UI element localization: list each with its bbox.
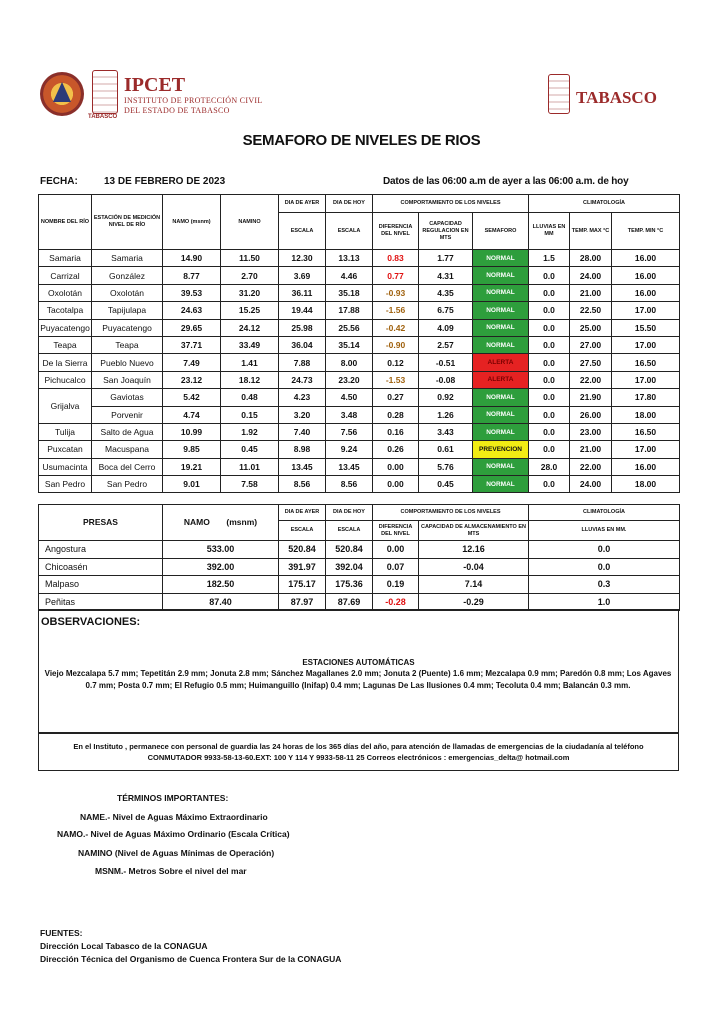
- rio-escala-hoy: 35.18: [326, 284, 373, 301]
- rio-diferencia: 0.77: [373, 267, 419, 284]
- rio-escala-hoy: 17.88: [326, 302, 373, 319]
- rio-escala-ayer: 7.40: [279, 423, 326, 440]
- rio-namo: 9.85: [163, 441, 221, 458]
- termino-namo: NAMO.- Nivel de Aguas Máximo Ordinario (Escala Crítica): [57, 829, 290, 839]
- rio-lluvias: 0.0: [529, 389, 570, 406]
- rio-diferencia: -0.90: [373, 336, 419, 353]
- instituto-line2: CONMUTADOR 9933-58-13-60.EXT: 100 Y 114 Y 9933-58-11 25 Correos electrónicos : emergencias_delta@ hotmail.com: [147, 753, 570, 762]
- th-p-escala-hoy: ESCALA: [326, 521, 373, 541]
- rio-namo: 29.65: [163, 319, 221, 336]
- th-dia-ayer: DIA DE AYER: [279, 195, 326, 213]
- rio-temp-max: 27.00: [570, 336, 612, 353]
- instituto-line1: En el Instituto , permanece con personal de guardia las 24 horas de los 365 días del año, para atención de llamadas de emergencias de la ciudadanía al teléfono: [73, 742, 644, 751]
- seal-label: TABASCO: [88, 114, 118, 120]
- rio-namino: 2.70: [221, 267, 279, 284]
- rio-escala-hoy: 23.20: [326, 371, 373, 388]
- rio-escala-hoy: 35.14: [326, 336, 373, 353]
- rio-escala-ayer: 3.69: [279, 267, 326, 284]
- rio-estacion: Samaria: [92, 250, 163, 267]
- rio-lluvias: 0.0: [529, 406, 570, 423]
- rio-escala-ayer: 24.73: [279, 371, 326, 388]
- rio-estacion: González: [92, 267, 163, 284]
- fecha-value: 13 DE FEBRERO DE 2023: [104, 176, 226, 187]
- rio-diferencia: 0.16: [373, 423, 419, 440]
- th-p-climatologia: CLIMATOLOGÍA: [529, 505, 680, 521]
- rio-namo: 7.49: [163, 354, 221, 371]
- rio-row: [39, 371, 680, 388]
- rio-namo: 8.77: [163, 267, 221, 284]
- presa-escala-ayer: 87.97: [279, 593, 326, 611]
- rio-row: [39, 423, 680, 440]
- th-nombre: NOMBRE DEL RÍO: [39, 195, 92, 250]
- rio-name: Puxcatan: [39, 441, 92, 458]
- rio-namo: 10.99: [163, 423, 221, 440]
- rio-diferencia: 0.00: [373, 476, 419, 493]
- rio-namino: 11.50: [221, 250, 279, 267]
- rio-estacion: Porvenir: [92, 406, 163, 423]
- rio-diferencia: 0.00: [373, 458, 419, 475]
- presa-diferencia: 0.19: [373, 576, 419, 594]
- rio-name: De la Sierra: [39, 354, 92, 371]
- presa-capacidad: 7.14: [419, 576, 529, 594]
- rio-estacion: San Pedro: [92, 476, 163, 493]
- rio-temp-min: 18.00: [612, 406, 680, 423]
- presa-capacidad: 12.16: [419, 541, 529, 559]
- rio-namo: 39.53: [163, 284, 221, 301]
- rio-diferencia: 0.26: [373, 441, 419, 458]
- rio-lluvias: 0.0: [529, 354, 570, 371]
- presa-capacidad: -0.04: [419, 558, 529, 576]
- rio-diferencia: -1.53: [373, 371, 419, 388]
- rio-estacion: Puyacatengo: [92, 319, 163, 336]
- th-namino: NAMINO: [221, 195, 279, 250]
- rios-table: [38, 194, 680, 493]
- th-temp-min: TEMP. MIN °C: [612, 213, 680, 250]
- rio-estacion: Boca del Cerro: [92, 458, 163, 475]
- rio-temp-max: 23.00: [570, 423, 612, 440]
- rio-row: [39, 319, 680, 336]
- rio-name: Tacotalpa: [39, 302, 92, 319]
- presas-table: [38, 504, 680, 611]
- rio-escala-hoy: 8.00: [326, 354, 373, 371]
- rio-name: Samaria: [39, 250, 92, 267]
- th-p-comportamiento: COMPORTAMIENTO DE LOS NIVELES: [373, 505, 529, 521]
- rio-capacidad: 4.09: [419, 319, 473, 336]
- rio-namo: 9.01: [163, 476, 221, 493]
- rio-semaforo: NORMAL: [473, 250, 529, 267]
- rio-escala-ayer: 36.04: [279, 336, 326, 353]
- rio-lluvias: 1.5: [529, 250, 570, 267]
- rio-namino: 0.15: [221, 406, 279, 423]
- rio-semaforo: NORMAL: [473, 423, 529, 440]
- rio-temp-max: 22.00: [570, 458, 612, 475]
- termino-name: NAME.- Nivel de Aguas Máximo Extraordinario: [80, 812, 268, 822]
- fuente-1: Dirección Local Tabasco de la CONAGUA: [40, 941, 208, 951]
- page-title: SEMAFORO DE NIVELES DE RIOS: [242, 132, 481, 149]
- presa-escala-ayer: 520.84: [279, 541, 326, 559]
- rio-semaforo: NORMAL: [473, 284, 529, 301]
- rio-lluvias: 0.0: [529, 336, 570, 353]
- estaciones-text: Viejo Mezcalapa 5.7 mm; Tepetitán 2.9 mm; Jonuta 2.8 mm; Sánchez Magallanes 2.0 mm; Jonuta 2 (Puente) 1.6 mm; Mezcalapa 0.9 mm; Paredón 0.8 mm; Los Agaves 0.7 mm; Posta 0.7 mm; El Refugio 0.5 mm; Huimanguillo (Inifap) 0.4 mm; Lagunas De Las Ilusiones 0.4 mm; Tecoluta 0.4 mm; Balancán 0.3 mm.: [44, 669, 672, 690]
- estaciones-title: ESTACIONES AUTOMÁTICAS: [302, 658, 415, 667]
- rio-estacion: Teapa: [92, 336, 163, 353]
- presa-capacidad: -0.29: [419, 593, 529, 611]
- presa-lluvias: 0.3: [529, 576, 680, 594]
- rio-estacion: Tapijulapa: [92, 302, 163, 319]
- rio-capacidad: 0.45: [419, 476, 473, 493]
- presa-namo: 392.00: [163, 558, 279, 576]
- rio-temp-min: 16.50: [612, 354, 680, 371]
- th-semaforo: SEMAFORO: [473, 213, 529, 250]
- presa-escala-hoy: 392.04: [326, 558, 373, 576]
- rio-escala-ayer: 8.98: [279, 441, 326, 458]
- presa-escala-hoy: 87.69: [326, 593, 373, 611]
- th-dia-hoy: DIA DE HOY: [326, 195, 373, 213]
- fecha-label: FECHA:: [40, 176, 78, 187]
- rio-escala-hoy: 4.46: [326, 267, 373, 284]
- rio-temp-min: 15.50: [612, 319, 680, 336]
- termino-msnm: MSNM.- Metros Sobre el nivel del mar: [95, 866, 247, 876]
- rio-row: [39, 250, 680, 267]
- rio-namino: 18.12: [221, 371, 279, 388]
- th-temp-max: TEMP. MAX °C: [570, 213, 612, 250]
- rio-row: [39, 354, 680, 371]
- terminos-title: TÉRMINOS IMPORTANTES:: [117, 793, 229, 803]
- fuentes-title: FUENTES:: [40, 928, 83, 938]
- th-diferencia: DIFERENCIA DEL NIVEL: [373, 213, 419, 250]
- rio-escala-ayer: 4.23: [279, 389, 326, 406]
- presa-row: [39, 541, 680, 559]
- presa-row: [39, 558, 680, 576]
- rio-capacidad: 0.92: [419, 389, 473, 406]
- presa-name: Chicoasén: [39, 558, 163, 576]
- rio-namino: 31.20: [221, 284, 279, 301]
- presa-escala-hoy: 520.84: [326, 541, 373, 559]
- rio-semaforo: NORMAL: [473, 302, 529, 319]
- rio-capacidad: 1.26: [419, 406, 473, 423]
- rio-namino: 24.12: [221, 319, 279, 336]
- rio-capacidad: 2.57: [419, 336, 473, 353]
- rio-row: [39, 476, 680, 493]
- rio-estacion: Gaviotas: [92, 389, 163, 406]
- rio-escala-hoy: 3.48: [326, 406, 373, 423]
- presa-diferencia: -0.28: [373, 593, 419, 611]
- rio-row: [39, 302, 680, 319]
- rio-capacidad: -0.51: [419, 354, 473, 371]
- th-escala-hoy: ESCALA: [326, 213, 373, 250]
- rio-diferencia: -1.56: [373, 302, 419, 319]
- rio-escala-hoy: 7.56: [326, 423, 373, 440]
- rio-temp-min: 16.00: [612, 458, 680, 475]
- rio-capacidad: 3.43: [419, 423, 473, 440]
- rio-lluvias: 0.0: [529, 423, 570, 440]
- rio-temp-max: 24.00: [570, 267, 612, 284]
- rio-temp-min: 16.50: [612, 423, 680, 440]
- th-p-diferencia: DIFERENCIA DEL NIVEL: [373, 521, 419, 541]
- rio-name: Usumacinta: [39, 458, 92, 475]
- rio-escala-hoy: 13.13: [326, 250, 373, 267]
- presa-row: [39, 593, 680, 611]
- rio-temp-min: 16.00: [612, 250, 680, 267]
- rio-row: [39, 389, 680, 406]
- rio-name: Puyacatengo: [39, 319, 92, 336]
- rios-body: [39, 250, 680, 493]
- rio-diferencia: -0.93: [373, 284, 419, 301]
- rio-temp-min: 17.80: [612, 389, 680, 406]
- presa-name: Malpaso: [39, 576, 163, 594]
- rio-temp-max: 25.00: [570, 319, 612, 336]
- rio-temp-min: 16.00: [612, 267, 680, 284]
- rio-row: [39, 441, 680, 458]
- rio-name: Pichucalco: [39, 371, 92, 388]
- tabasco-logo-text: TABASCO: [576, 88, 657, 107]
- presa-escala-ayer: 391.97: [279, 558, 326, 576]
- rio-escala-hoy: 4.50: [326, 389, 373, 406]
- rio-temp-min: 17.00: [612, 336, 680, 353]
- rio-semaforo: NORMAL: [473, 336, 529, 353]
- fuente-2: Dirección Técnica del Organismo de Cuenca Frontera Sur de la CONAGUA: [40, 954, 342, 964]
- rio-estacion: San Joaquín: [92, 371, 163, 388]
- rio-namino: 0.48: [221, 389, 279, 406]
- rio-temp-max: 27.50: [570, 354, 612, 371]
- rio-temp-max: 26.00: [570, 406, 612, 423]
- rio-row: [39, 336, 680, 353]
- rio-estacion: Salto de Agua: [92, 423, 163, 440]
- presa-diferencia: 0.00: [373, 541, 419, 559]
- tabasco-logo-icon: [548, 74, 570, 114]
- rio-escala-ayer: 12.30: [279, 250, 326, 267]
- presa-namo: 182.50: [163, 576, 279, 594]
- presa-lluvias: 1.0: [529, 593, 680, 611]
- th-presas-namo: NAMO (msnm): [163, 505, 279, 541]
- rio-row: [39, 267, 680, 284]
- th-estacion: ESTACIÓN DE MEDICIÓN NIVEL DE RÍO: [92, 195, 163, 250]
- presas-body: [39, 541, 680, 611]
- th-capacidad: CAPACIDAD REGULACION EN MTS: [419, 213, 473, 250]
- brand-title: IPCET: [124, 74, 186, 96]
- th-presas: PRESAS: [39, 505, 163, 541]
- rio-name: Oxolotán: [39, 284, 92, 301]
- presa-name: Angostura: [39, 541, 163, 559]
- rio-semaforo: NORMAL: [473, 458, 529, 475]
- th-climatologia: CLIMATOLOGÍA: [529, 195, 680, 213]
- rio-escala-hoy: 8.56: [326, 476, 373, 493]
- rio-semaforo: ALERTA: [473, 371, 529, 388]
- rio-namino: 11.01: [221, 458, 279, 475]
- rio-namino: 1.92: [221, 423, 279, 440]
- rio-temp-max: 21.90: [570, 389, 612, 406]
- rio-escala-ayer: 19.44: [279, 302, 326, 319]
- rio-capacidad: 4.31: [419, 267, 473, 284]
- th-comportamiento: COMPORTAMIENTO DE LOS NIVELES: [373, 195, 529, 213]
- rio-temp-max: 21.00: [570, 441, 612, 458]
- rio-namino: 1.41: [221, 354, 279, 371]
- ipcet-seal-logo: [40, 72, 84, 116]
- rio-escala-ayer: 7.88: [279, 354, 326, 371]
- rio-escala-ayer: 36.11: [279, 284, 326, 301]
- termino-namino: NAMINO (Nivel de Aguas Mínimas de Operación): [78, 848, 275, 858]
- rio-row: [39, 406, 680, 423]
- rio-name: Tulija: [39, 423, 92, 440]
- presa-namo: 533.00: [163, 541, 279, 559]
- th-p-dia-ayer: DIA DE AYER: [279, 505, 326, 521]
- rio-estacion: Pueblo Nuevo: [92, 354, 163, 371]
- rio-namo: 24.63: [163, 302, 221, 319]
- rio-namo: 19.21: [163, 458, 221, 475]
- rio-namo: 5.42: [163, 389, 221, 406]
- th-p-dia-hoy: DIA DE HOY: [326, 505, 373, 521]
- rio-namino: 15.25: [221, 302, 279, 319]
- presa-name: Peñitas: [39, 593, 163, 611]
- rio-semaforo: ALERTA: [473, 354, 529, 371]
- observaciones-box: [38, 609, 679, 733]
- rio-diferencia: 0.12: [373, 354, 419, 371]
- rio-escala-ayer: 3.20: [279, 406, 326, 423]
- th-p-lluvias: LLUVIAS EN MM.: [529, 521, 680, 541]
- rio-capacidad: 1.77: [419, 250, 473, 267]
- rio-lluvias: 0.0: [529, 476, 570, 493]
- rio-namino: 0.45: [221, 441, 279, 458]
- th-escala-ayer: ESCALA: [279, 213, 326, 250]
- rio-escala-hoy: 13.45: [326, 458, 373, 475]
- rio-name: Teapa: [39, 336, 92, 353]
- presa-lluvias: 0.0: [529, 558, 680, 576]
- rio-namo: 4.74: [163, 406, 221, 423]
- rio-escala-hoy: 25.56: [326, 319, 373, 336]
- rio-lluvias: 0.0: [529, 319, 570, 336]
- rio-name: Carrizal: [39, 267, 92, 284]
- rio-escala-hoy: 9.24: [326, 441, 373, 458]
- rio-lluvias: 0.0: [529, 302, 570, 319]
- rio-escala-ayer: 8.56: [279, 476, 326, 493]
- rio-lluvias: 0.0: [529, 441, 570, 458]
- rio-namino: 33.49: [221, 336, 279, 353]
- rio-temp-max: 28.00: [570, 250, 612, 267]
- rio-name: San Pedro: [39, 476, 92, 493]
- header: [40, 70, 680, 120]
- rio-estacion: Macuspana: [92, 441, 163, 458]
- rio-capacidad: 6.75: [419, 302, 473, 319]
- th-namo: NAMO (msnm): [163, 195, 221, 250]
- tabasco-crest-icon: [92, 70, 118, 114]
- rio-lluvias: 28.0: [529, 458, 570, 475]
- rio-temp-min: 17.00: [612, 441, 680, 458]
- brand-subtitle: INSTITUTO DE PROTECCIÓN CIVIL DEL ESTADO DE TABASCO: [124, 96, 263, 115]
- rio-temp-min: 18.00: [612, 476, 680, 493]
- rio-escala-ayer: 13.45: [279, 458, 326, 475]
- presa-lluvias: 0.0: [529, 541, 680, 559]
- rio-namo: 14.90: [163, 250, 221, 267]
- instituto-box: [38, 733, 679, 771]
- rio-namino: 7.58: [221, 476, 279, 493]
- rio-semaforo: NORMAL: [473, 476, 529, 493]
- presa-escala-hoy: 175.36: [326, 576, 373, 594]
- th-lluvias: LLUVIAS EN MM: [529, 213, 570, 250]
- rio-semaforo: NORMAL: [473, 406, 529, 423]
- rio-lluvias: 0.0: [529, 284, 570, 301]
- rio-temp-max: 22.00: [570, 371, 612, 388]
- rio-diferencia: 0.28: [373, 406, 419, 423]
- rio-temp-min: 16.00: [612, 284, 680, 301]
- observaciones-title: OBSERVACIONES:: [41, 616, 141, 628]
- rio-semaforo: NORMAL: [473, 267, 529, 284]
- rio-capacidad: 4.35: [419, 284, 473, 301]
- rio-temp-max: 22.50: [570, 302, 612, 319]
- rio-namo: 23.12: [163, 371, 221, 388]
- rio-row: [39, 284, 680, 301]
- rio-name: Grijalva: [39, 389, 92, 424]
- presa-escala-ayer: 175.17: [279, 576, 326, 594]
- presa-row: [39, 576, 680, 594]
- rio-capacidad: 5.76: [419, 458, 473, 475]
- rio-temp-min: 17.00: [612, 371, 680, 388]
- presa-diferencia: 0.07: [373, 558, 419, 576]
- rio-semaforo: PREVENCION: [473, 441, 529, 458]
- rio-escala-ayer: 25.98: [279, 319, 326, 336]
- rio-namo: 37.71: [163, 336, 221, 353]
- rio-diferencia: -0.42: [373, 319, 419, 336]
- rio-temp-max: 24.00: [570, 476, 612, 493]
- rio-lluvias: 0.0: [529, 371, 570, 388]
- rio-semaforo: NORMAL: [473, 389, 529, 406]
- datos-range: Datos de las 06:00 a.m de ayer a las 06:00 a.m. de hoy: [383, 176, 629, 187]
- rio-temp-max: 21.00: [570, 284, 612, 301]
- rio-diferencia: 0.27: [373, 389, 419, 406]
- th-p-escala-ayer: ESCALA: [279, 521, 326, 541]
- rio-row: [39, 458, 680, 475]
- rio-semaforo: NORMAL: [473, 319, 529, 336]
- presa-namo: 87.40: [163, 593, 279, 611]
- rio-estacion: Oxolotán: [92, 284, 163, 301]
- th-p-capacidad: CAPACIDAD DE ALMACENAMIENTO EN MTS: [419, 521, 529, 541]
- rio-diferencia: 0.83: [373, 250, 419, 267]
- rio-lluvias: 0.0: [529, 267, 570, 284]
- rio-temp-min: 17.00: [612, 302, 680, 319]
- rio-capacidad: -0.08: [419, 371, 473, 388]
- rio-capacidad: 0.61: [419, 441, 473, 458]
